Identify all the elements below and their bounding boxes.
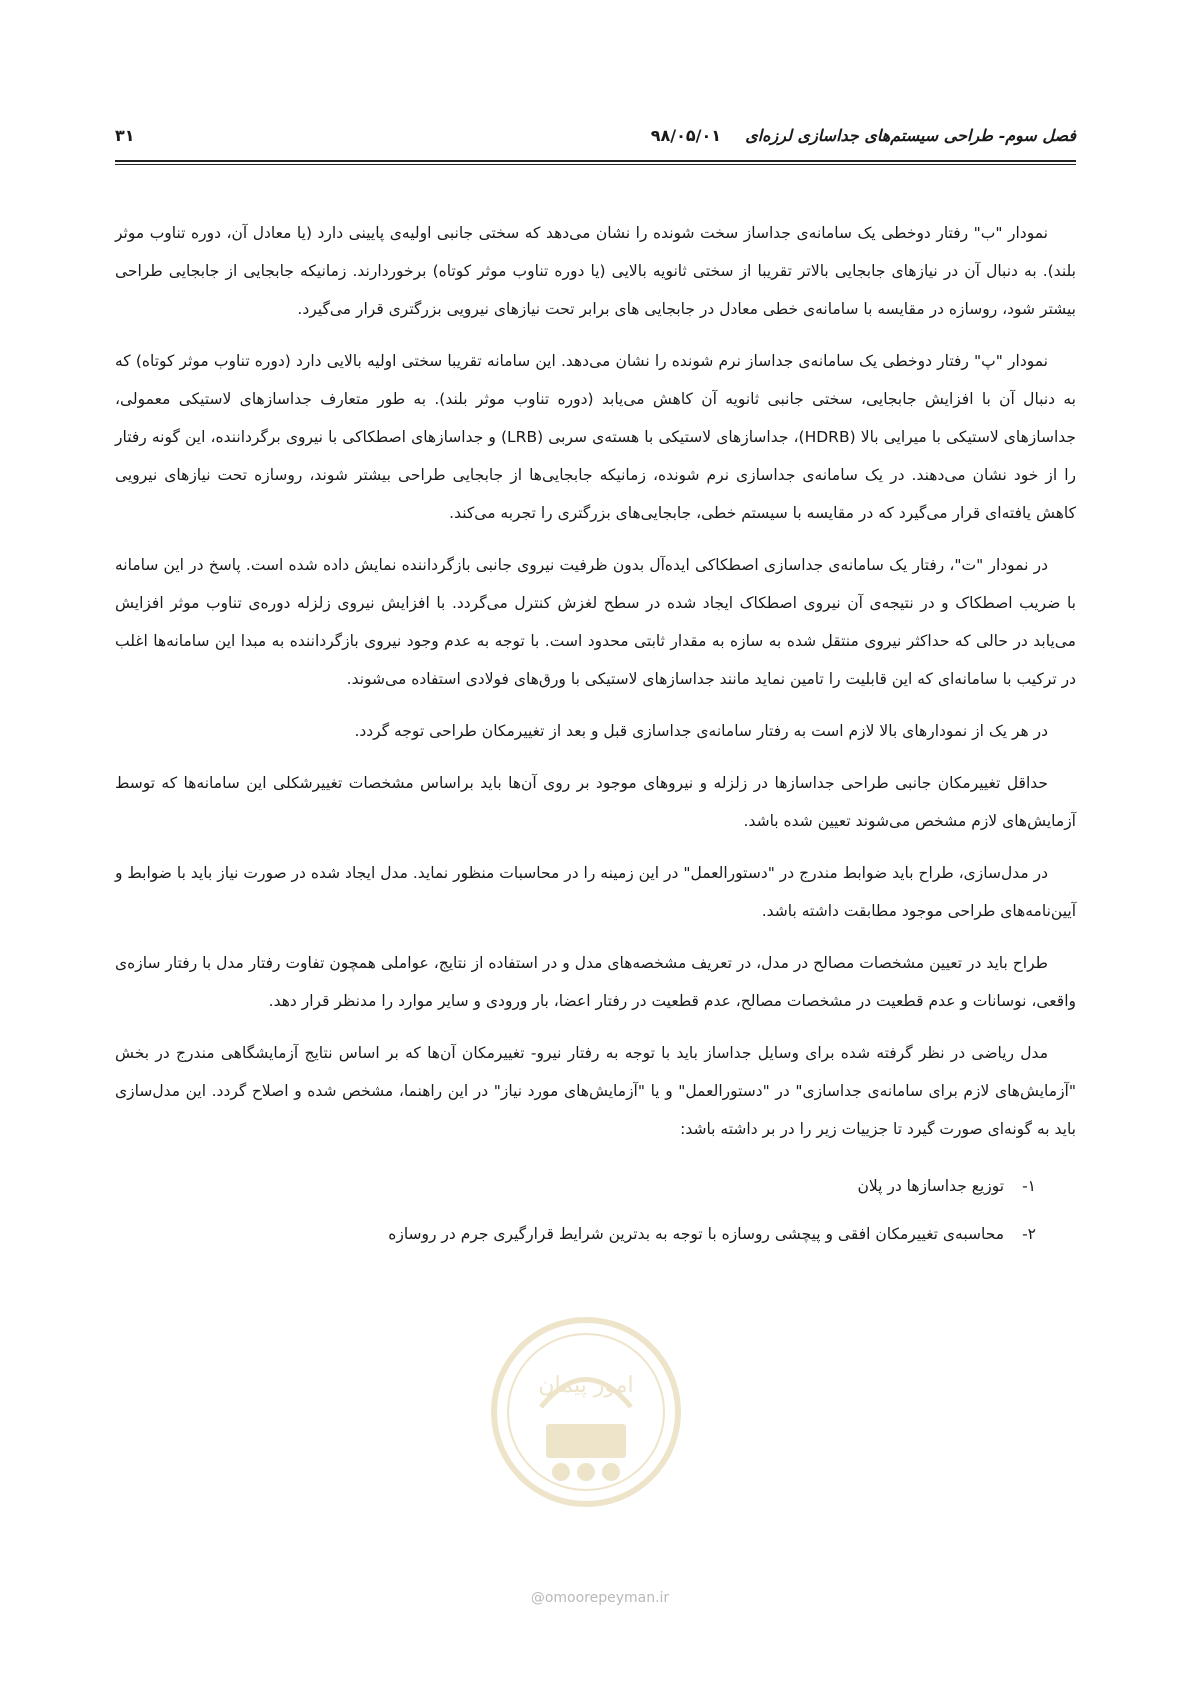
paragraph-p-curve: نمودار "پ" رفتار دوخطی یک سامانه‌ی جداساز نرم شونده را نشان می‌دهد. این سامانه تقریبا سختی اولیه بالایی دارد (دوره تناوب موثر کوتاه) که به دنبال آن با افزایش جابجایی، سختی جانبی ثانویه آن کاهش می‌یابد (دوره تناوب موثر بلند). به طور متعارف جداسازهای لاستیکی معمولی، جداسازهای لاستیکی با میرایی بالا (HDRB)، جداسازهای لاستیکی با هسته‌ی سربی (LRB) و جداسازهای اصطکاکی با نیروی برگرداننده، این گونه رفتار را از خود نشان می‌دهند. در یک سامانه‌ی جداسازی نرم شونده، زمانیکه جابجایی‌ها از جابجایی طراحی بیشتر شوند، روسازه تحت نیازهای نیرویی کاهش یافته‌ای قرار می‌گیرد که در مقایسه با سیستم خطی، جابجایی‌های بزرگتری را تجربه می‌کند. xyxy=(115,352,1076,522)
paragraph-b-curve: نمودار "ب" رفتار دوخطی یک سامانه‌ی جداساز سخت شونده را نشان می‌دهد که سختی جانبی اولیه‌ی پایینی دارد (یا معادل آن، دوره تناوب موثر بلند). به دنبال آن در نیازهای جابجایی بالاتر تقریبا از سختی ثانویه بالایی (یا دوره تناوب موثر کوتاه) برخوردارند. زمانیکه جابجایی از جابجایی طراحی بیشتر شود، روسازه در مقایسه با سامانه‌ی خطی معادل در جابجایی های برابر تحت نیازهای نیرویی بزرگتری قرار می‌گیرد. xyxy=(115,224,1076,318)
list-item xyxy=(115,1210,1036,1258)
requirements-list xyxy=(115,1162,1076,1258)
header-rule-thick xyxy=(115,160,1076,162)
list-item-number: ۱- xyxy=(1022,1177,1036,1195)
chapter-title: فصل سوم- طراحی سیستم‌های جداسازی لرزه‌ای xyxy=(745,126,1076,145)
paragraph-design-displacement: در هر یک از نمودارهای بالا لازم است به رفتار سامانه‌ی جداسازی قبل و بعد از تغییرمکان طراحی توجه گردد. xyxy=(354,722,1048,740)
page-number: ۳۱ xyxy=(115,126,135,145)
paragraph-t-curve: در نمودار "ت"، رفتار یک سامانه‌ی جداسازی اصطکاکی ایده‌آل بدون ظرفیت نیروی جانبی بازگرداننده نمایش داده شده است. پاسخ در این سامانه با ضریب اصطکاک و در نتیجه‌ی آن نیروی اصطکاک ایجاد شده در سطح لغزش کنترل می‌گردد. با افزایش نیروی زلزله دوره‌ی تناوب موثر افزایش می‌یابد در حالی که حداکثر نیروی منتقل شده به سازه به مقدار ثابتی محدود است. با توجه به عدم وجود نیروی بازگرداننده به مبدا این سامانه‌ها اغلب در ترکیب با سامانه‌ای که این قابلیت را تامین نماید مانند جداسازهای لاستیکی با ورق‌های فولادی استفاده می‌شوند. xyxy=(115,556,1076,688)
paragraph-material-properties: طراح باید در تعیین مشخصات مصالح در مدل، در تعریف مشخصه‌های مدل و در استفاده از نتایج، عواملی همچون تفاوت رفتار مدل با رفتار سازه‌ی واقعی، نوسانات و عدم قطعیت در مشخصات مصالح، عدم قطعیت در رفتار اعضا، بار ورودی و سایر موارد را مدنظر قرار دهد. xyxy=(115,954,1076,1010)
list-item xyxy=(115,1162,1036,1210)
page-header xyxy=(115,126,1076,156)
watermark-logo-icon xyxy=(486,1312,686,1512)
watermark-site: @omoorepeyman.ir xyxy=(530,1590,670,1606)
header-rule-thin xyxy=(115,164,1076,165)
paragraph-min-displacement: حداقل تغییرمکان جانبی طراحی جداسازها در زلزله و نیروهای موجود بر روی آن‌ها باید براساس مشخصات تغییرشکلی این سامانه‌ها که توسط آزمایش‌های لازم مشخص می‌شوند تعیین شده باشد. xyxy=(115,774,1076,830)
paragraph-modeling: در مدل‌سازی، طراح باید ضوابط مندرج در "دستورالعمل" در این زمینه را در محاسبات منظور نماید. مدل ایجاد شده در صورت نیاز باید با ضوابط و آیین‌نامه‌های طراحی موجود مطابقت داشته باشد. xyxy=(115,864,1076,920)
body-text xyxy=(115,214,1076,1258)
list-item-text: توزیع جداسازها در پلان xyxy=(857,1177,1005,1195)
paragraph-math-model: مدل ریاضی در نظر گرفته شده برای وسایل جداساز باید با توجه به رفتار نیرو- تغییرمکان آن‌ها که بر اساس نتایج آزمایشگاهی مندرج در بخش "آزمایش‌های لازم برای سامانه‌ی جداسازی" در "دستورالعمل" و یا "آزمایش‌های مورد نیاز" در این راهنما، مشخص شده و اصلاح گردد. این مدل‌سازی باید به گونه‌ای صورت گیرد تا جزییات زیر را در بر داشته باشد: xyxy=(115,1044,1076,1138)
list-item-text: محاسبه‌ی تغییرمکان افقی و پیچشی روسازه با توجه به بدترین شرایط قرارگیری جرم در روسازه xyxy=(388,1225,1005,1243)
watermark-logo-text: امور پیمان xyxy=(538,1373,634,1398)
list-item-number: ۲- xyxy=(1022,1225,1036,1243)
header-date: ۹۸/۰۵/۰۱ xyxy=(650,126,721,145)
